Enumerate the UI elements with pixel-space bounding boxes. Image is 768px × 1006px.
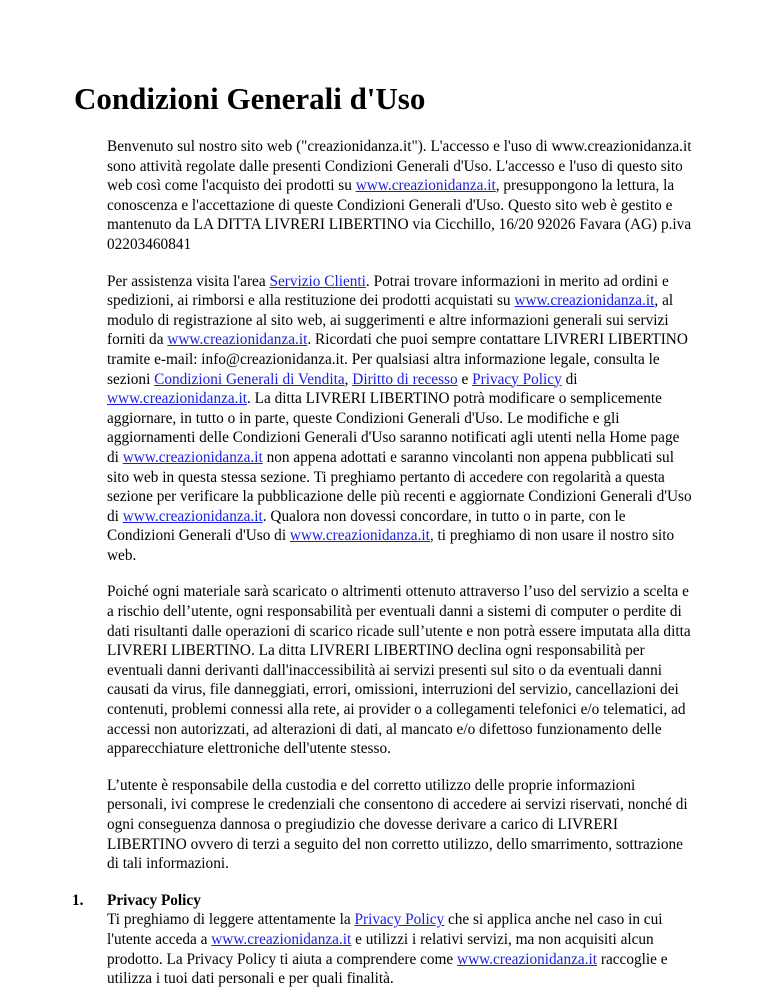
link-site[interactable]: www.creazionidanza.it	[289, 527, 430, 545]
link-servizio-clienti[interactable]: Servizio Clienti	[269, 272, 366, 290]
paragraph-user-responsibility: L’utente è responsabile della custodia e del corretto utilizzo delle proprie informazioni personali, ivi comprese le credenziali che consentono di accedere ai servizi riservati, nonché di ogni conseguenza dannosa o pregiudizio che dovesse derivare a carico di LIVRERI LIBERTINO ovvero di terzi a seguito del non corretto utilizzo, dello smarrimento, sottrazione di tali informazioni.	[107, 776, 688, 873]
link-site[interactable]: www.creazionidanza.it	[107, 390, 248, 408]
link-site[interactable]: www.creazionidanza.it	[457, 950, 598, 968]
paragraph-assistance: Per assistenza visita l'area Servizio Clienti. Potrai trovare informazioni in merito ad ordini e spedizioni, ai rimborsi e alla restituzione dei prodotti acquistati su www.creazionidanza.it, al modulo di registrazione al sito web, ai suggerimenti e altre informazioni generali sui servizi forniti da www.creazionidanza.it. Ricordati che puoi sempre contattare LIVRERI LIBERTINO tramite e-mail: info@creazionidanza.it. Per qualsiasi altra informazione legale, consulta le sezioni Condizioni Generali di Vendita, Diritto di recesso e Privacy Policy di www.creazionidanza.it. La ditta LIVRERI LIBERTINO potrà modificare o semplicemente aggiornare, in tutto o in parte, queste Condizioni Generali d'Uso. Le modifiche e gli aggiornamenti delle Condizioni Generali d'Uso saranno notificati agli utenti nella Home page di www.creazionidanza.it non appena adottati e saranno vincolanti non appena pubblicati sul sito web in questa stessa sezione. Ti preghiamo pertanto di accedere con regolarità a questa sezione per verificare la pubblicazione delle più recenti e aggiornate Condizioni Generali d'Uso di www.creazionidanza.it. Qualora non dovessi concordare, in tutto o in parte, con le Condizioni Generali d'Uso di www.creazionidanza.it, ti preghiamo di non usare il nostro sito web.	[107, 272, 692, 564]
link-privacy-policy[interactable]: Privacy Policy	[472, 370, 562, 388]
link-site[interactable]: www.creazionidanza.it	[122, 448, 263, 466]
page-title: Condizioni Generali d'Uso	[74, 81, 426, 116]
link-site[interactable]: www.creazionidanza.it	[514, 292, 655, 310]
link-site[interactable]: www.creazionidanza.it	[355, 177, 496, 195]
link-site[interactable]: www.creazionidanza.it	[122, 507, 263, 525]
link-site[interactable]: www.creazionidanza.it	[211, 930, 352, 948]
document-body	[72, 137, 693, 1006]
paragraph-intro: Benvenuto sul nostro sito web ("creazionidanza.it"). L'accesso e l'uso di www.creazionidanza.it sono attività regolate dalle presenti Condizioni Generali d'Uso. L'accesso e l'uso di questo sito web così come l'acquisto dei prodotti su www.creazionidanza.it, presuppongono la lettura, la conoscenza e l'accettazione di queste Condizioni Generali d'Uso. Questo sito web è gestito e mantenuto da LA DITTA LIVRERI LIBERTINO via Cicchillo, 16/20 92026 Favara (AG) p.iva 02203460841	[107, 138, 692, 253]
paragraph-liability: Poiché ogni materiale sarà scaricato o altrimenti ottenuto attraverso l’uso del servizio a scelta e a rischio dell’utente, ogni responsabilità per eventuali danni a sistemi di computer o perdite di dati risultanti dalle operazioni di scarico ricade sull’utente e non potrà essere imputata alla ditta LIVRERI LIBERTINO. La ditta LIVRERI LIBERTINO declina ogni responsabilità per eventuali danni derivanti dall'inaccessibilità ai servizi presenti sul sito o da eventuali danni causati da virus, file danneggiati, errori, omissioni, interruzioni del servizio, cancellazioni dei contenuti, problemi connessi alla rete, ai provider o a collegamenti telefonici e/o telematici, ad accessi non autorizzati, ad alterazioni di dati, al mancato e/o difettoso funzionamento delle apparecchiature elettroniche dell'utente stesso.	[107, 583, 691, 758]
link-site[interactable]: www.creazionidanza.it	[167, 331, 308, 349]
link-condizioni-vendita[interactable]: Condizioni Generali di Vendita	[154, 370, 345, 388]
section-heading: Privacy Policy	[107, 891, 201, 909]
link-privacy-policy[interactable]: Privacy Policy	[354, 911, 445, 929]
section-privacy-text: Ti preghiamo di leggere attentamente la Privacy Policy che si applica anche nel caso in cui l'utente acceda a www.creazionidanza.it e utilizzi i relativi servizi, ma non acquisiti alcun prodotto. La Privacy Policy ti aiuta a comprendere come www.creazionidanza.it raccoglie e utilizza i tuoi dati personali e per quali finalità.	[107, 911, 668, 988]
section-number: 1.	[72, 891, 84, 909]
link-diritto-recesso[interactable]: Diritto di recesso	[352, 370, 458, 388]
section-privacy-policy	[72, 891, 693, 989]
